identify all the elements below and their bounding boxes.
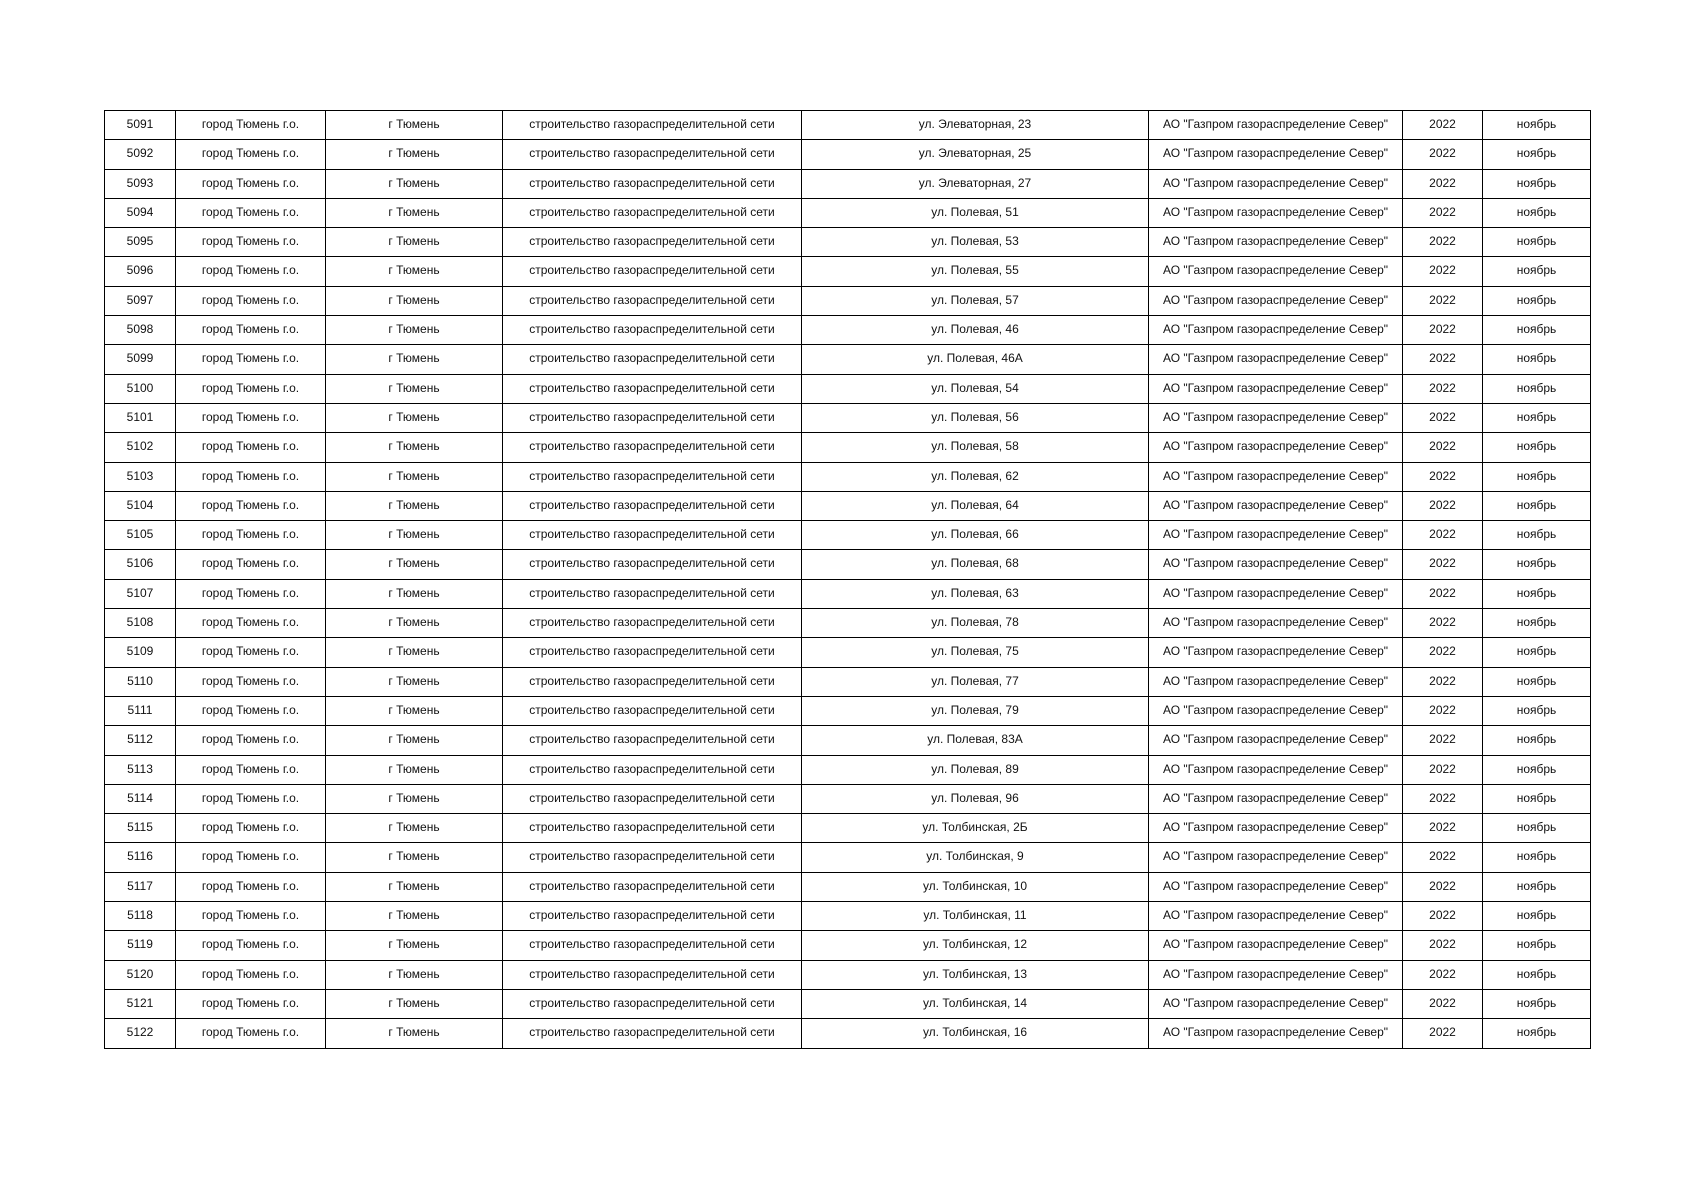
locality-cell: г Тюмень — [326, 462, 503, 491]
organization-cell: АО "Газпром газораспределение Север" — [1149, 726, 1403, 755]
organization-cell: АО "Газпром газораспределение Север" — [1149, 257, 1403, 286]
locality-cell: г Тюмень — [326, 286, 503, 315]
organization-cell: АО "Газпром газораспределение Север" — [1149, 433, 1403, 462]
municipality-cell: город Тюмень г.о. — [176, 111, 326, 140]
locality-cell: г Тюмень — [326, 696, 503, 725]
month-cell: ноябрь — [1483, 814, 1591, 843]
locality-cell: г Тюмень — [326, 491, 503, 520]
work-type-cell: строительство газораспределительной сети — [503, 609, 802, 638]
work-type-cell: строительство газораспределительной сети — [503, 403, 802, 432]
municipality-cell: город Тюмень г.о. — [176, 814, 326, 843]
work-type-cell: строительство газораспределительной сети — [503, 755, 802, 784]
locality-cell: г Тюмень — [326, 843, 503, 872]
row-number-cell: 5108 — [105, 609, 176, 638]
year-cell: 2022 — [1403, 140, 1483, 169]
row-number-cell: 5112 — [105, 726, 176, 755]
organization-cell: АО "Газпром газораспределение Север" — [1149, 989, 1403, 1018]
work-type-cell: строительство газораспределительной сети — [503, 521, 802, 550]
address-cell: ул. Полевая, 51 — [802, 198, 1149, 227]
year-cell: 2022 — [1403, 843, 1483, 872]
row-number-cell: 5091 — [105, 111, 176, 140]
month-cell: ноябрь — [1483, 521, 1591, 550]
row-number-cell: 5100 — [105, 374, 176, 403]
month-cell: ноябрь — [1483, 374, 1591, 403]
work-type-cell: строительство газораспределительной сети — [503, 345, 802, 374]
municipality-cell: город Тюмень г.о. — [176, 550, 326, 579]
year-cell: 2022 — [1403, 374, 1483, 403]
work-type-cell: строительство газораспределительной сети — [503, 286, 802, 315]
month-cell: ноябрь — [1483, 316, 1591, 345]
year-cell: 2022 — [1403, 960, 1483, 989]
work-type-cell: строительство газораспределительной сети — [503, 462, 802, 491]
table-row — [105, 579, 1591, 608]
address-cell: ул. Полевая, 75 — [802, 638, 1149, 667]
work-type-cell: строительство газораспределительной сети — [503, 579, 802, 608]
locality-cell: г Тюмень — [326, 316, 503, 345]
municipality-cell: город Тюмень г.о. — [176, 755, 326, 784]
municipality-cell: город Тюмень г.о. — [176, 433, 326, 462]
locality-cell: г Тюмень — [326, 228, 503, 257]
address-cell: ул. Полевая, 68 — [802, 550, 1149, 579]
row-number-cell: 5092 — [105, 140, 176, 169]
year-cell: 2022 — [1403, 696, 1483, 725]
table-row — [105, 521, 1591, 550]
address-cell: ул. Полевая, 53 — [802, 228, 1149, 257]
locality-cell: г Тюмень — [326, 345, 503, 374]
work-type-cell: строительство газораспределительной сети — [503, 316, 802, 345]
row-number-cell: 5121 — [105, 989, 176, 1018]
locality-cell: г Тюмень — [326, 169, 503, 198]
locality-cell: г Тюмень — [326, 433, 503, 462]
municipality-cell: город Тюмень г.о. — [176, 902, 326, 931]
organization-cell: АО "Газпром газораспределение Север" — [1149, 198, 1403, 227]
row-number-cell: 5122 — [105, 1019, 176, 1048]
address-cell: ул. Полевая, 66 — [802, 521, 1149, 550]
municipality-cell: город Тюмень г.о. — [176, 989, 326, 1018]
organization-cell: АО "Газпром газораспределение Север" — [1149, 667, 1403, 696]
address-cell: ул. Полевая, 63 — [802, 579, 1149, 608]
table-row — [105, 169, 1591, 198]
municipality-cell: город Тюмень г.о. — [176, 345, 326, 374]
work-type-cell: строительство газораспределительной сети — [503, 140, 802, 169]
row-number-cell: 5114 — [105, 784, 176, 813]
organization-cell: АО "Газпром газораспределение Север" — [1149, 784, 1403, 813]
row-number-cell: 5102 — [105, 433, 176, 462]
month-cell: ноябрь — [1483, 433, 1591, 462]
municipality-cell: город Тюмень г.о. — [176, 257, 326, 286]
month-cell: ноябрь — [1483, 960, 1591, 989]
year-cell: 2022 — [1403, 609, 1483, 638]
municipality-cell: город Тюмень г.о. — [176, 140, 326, 169]
month-cell: ноябрь — [1483, 345, 1591, 374]
locality-cell: г Тюмень — [326, 814, 503, 843]
locality-cell: г Тюмень — [326, 198, 503, 227]
locality-cell: г Тюмень — [326, 257, 503, 286]
organization-cell: АО "Газпром газораспределение Север" — [1149, 579, 1403, 608]
month-cell: ноябрь — [1483, 638, 1591, 667]
work-type-cell: строительство газораспределительной сети — [503, 228, 802, 257]
address-cell: ул. Толбинская, 9 — [802, 843, 1149, 872]
organization-cell: АО "Газпром газораспределение Север" — [1149, 462, 1403, 491]
table-row — [105, 433, 1591, 462]
year-cell: 2022 — [1403, 257, 1483, 286]
table-row — [105, 814, 1591, 843]
municipality-cell: город Тюмень г.о. — [176, 609, 326, 638]
month-cell: ноябрь — [1483, 902, 1591, 931]
year-cell: 2022 — [1403, 755, 1483, 784]
table-row — [105, 960, 1591, 989]
table-row — [105, 462, 1591, 491]
row-number-cell: 5113 — [105, 755, 176, 784]
address-cell: ул. Полевая, 89 — [802, 755, 1149, 784]
month-cell: ноябрь — [1483, 198, 1591, 227]
year-cell: 2022 — [1403, 316, 1483, 345]
organization-cell: АО "Газпром газораспределение Север" — [1149, 960, 1403, 989]
municipality-cell: город Тюмень г.о. — [176, 198, 326, 227]
locality-cell: г Тюмень — [326, 521, 503, 550]
organization-cell: АО "Газпром газораспределение Север" — [1149, 169, 1403, 198]
work-type-cell: строительство газораспределительной сети — [503, 872, 802, 901]
organization-cell: АО "Газпром газораспределение Север" — [1149, 111, 1403, 140]
row-number-cell: 5110 — [105, 667, 176, 696]
organization-cell: АО "Газпром газораспределение Север" — [1149, 696, 1403, 725]
municipality-cell: город Тюмень г.о. — [176, 784, 326, 813]
address-cell: ул. Полевая, 62 — [802, 462, 1149, 491]
table-row — [105, 784, 1591, 813]
locality-cell: г Тюмень — [326, 902, 503, 931]
address-cell: ул. Элеваторная, 23 — [802, 111, 1149, 140]
address-cell: ул. Полевая, 57 — [802, 286, 1149, 315]
organization-cell: АО "Газпром газораспределение Север" — [1149, 491, 1403, 520]
row-number-cell: 5104 — [105, 491, 176, 520]
year-cell: 2022 — [1403, 286, 1483, 315]
locality-cell: г Тюмень — [326, 550, 503, 579]
organization-cell: АО "Газпром газораспределение Север" — [1149, 902, 1403, 931]
month-cell: ноябрь — [1483, 491, 1591, 520]
year-cell: 2022 — [1403, 667, 1483, 696]
municipality-cell: город Тюмень г.о. — [176, 960, 326, 989]
address-cell: ул. Полевая, 46А — [802, 345, 1149, 374]
month-cell: ноябрь — [1483, 989, 1591, 1018]
row-number-cell: 5111 — [105, 696, 176, 725]
organization-cell: АО "Газпром газораспределение Север" — [1149, 403, 1403, 432]
locality-cell: г Тюмень — [326, 609, 503, 638]
table-row — [105, 374, 1591, 403]
municipality-cell: город Тюмень г.о. — [176, 286, 326, 315]
table-row — [105, 638, 1591, 667]
address-cell: ул. Толбинская, 11 — [802, 902, 1149, 931]
table-row — [105, 696, 1591, 725]
table-row — [105, 257, 1591, 286]
address-cell: ул. Полевая, 55 — [802, 257, 1149, 286]
table-row — [105, 140, 1591, 169]
work-type-cell: строительство газораспределительной сети — [503, 374, 802, 403]
municipality-cell: город Тюмень г.о. — [176, 228, 326, 257]
organization-cell: АО "Газпром газораспределение Север" — [1149, 1019, 1403, 1048]
address-cell: ул. Полевая, 78 — [802, 609, 1149, 638]
work-type-cell: строительство газораспределительной сети — [503, 433, 802, 462]
row-number-cell: 5115 — [105, 814, 176, 843]
table-body — [105, 111, 1591, 1049]
municipality-cell: город Тюмень г.о. — [176, 316, 326, 345]
row-number-cell: 5098 — [105, 316, 176, 345]
address-cell: ул. Толбинская, 16 — [802, 1019, 1149, 1048]
year-cell: 2022 — [1403, 111, 1483, 140]
year-cell: 2022 — [1403, 462, 1483, 491]
municipality-cell: город Тюмень г.о. — [176, 696, 326, 725]
locality-cell: г Тюмень — [326, 1019, 503, 1048]
work-type-cell: строительство газораспределительной сети — [503, 814, 802, 843]
month-cell: ноябрь — [1483, 257, 1591, 286]
row-number-cell: 5099 — [105, 345, 176, 374]
table-row — [105, 198, 1591, 227]
row-number-cell: 5107 — [105, 579, 176, 608]
address-cell: ул. Полевая, 64 — [802, 491, 1149, 520]
locality-cell: г Тюмень — [326, 784, 503, 813]
year-cell: 2022 — [1403, 814, 1483, 843]
locality-cell: г Тюмень — [326, 374, 503, 403]
table-row — [105, 403, 1591, 432]
work-type-cell: строительство газораспределительной сети — [503, 169, 802, 198]
month-cell: ноябрь — [1483, 111, 1591, 140]
address-cell: ул. Толбинская, 12 — [802, 931, 1149, 960]
locality-cell: г Тюмень — [326, 755, 503, 784]
address-cell: ул. Элеваторная, 27 — [802, 169, 1149, 198]
organization-cell: АО "Газпром газораспределение Север" — [1149, 521, 1403, 550]
address-cell: ул. Полевая, 79 — [802, 696, 1149, 725]
work-type-cell: строительство газораспределительной сети — [503, 726, 802, 755]
row-number-cell: 5106 — [105, 550, 176, 579]
organization-cell: АО "Газпром газораспределение Север" — [1149, 755, 1403, 784]
locality-cell: г Тюмень — [326, 579, 503, 608]
table-row — [105, 491, 1591, 520]
municipality-cell: город Тюмень г.о. — [176, 462, 326, 491]
year-cell: 2022 — [1403, 872, 1483, 901]
row-number-cell: 5117 — [105, 872, 176, 901]
year-cell: 2022 — [1403, 579, 1483, 608]
row-number-cell: 5103 — [105, 462, 176, 491]
address-cell: ул. Толбинская, 13 — [802, 960, 1149, 989]
organization-cell: АО "Газпром газораспределение Север" — [1149, 814, 1403, 843]
municipality-cell: город Тюмень г.о. — [176, 667, 326, 696]
row-number-cell: 5101 — [105, 403, 176, 432]
row-number-cell: 5116 — [105, 843, 176, 872]
table-row — [105, 755, 1591, 784]
year-cell: 2022 — [1403, 169, 1483, 198]
year-cell: 2022 — [1403, 931, 1483, 960]
year-cell: 2022 — [1403, 433, 1483, 462]
month-cell: ноябрь — [1483, 696, 1591, 725]
work-type-cell: строительство газораспределительной сети — [503, 198, 802, 227]
municipality-cell: город Тюмень г.о. — [176, 521, 326, 550]
year-cell: 2022 — [1403, 902, 1483, 931]
year-cell: 2022 — [1403, 784, 1483, 813]
organization-cell: АО "Газпром газораспределение Север" — [1149, 286, 1403, 315]
address-cell: ул. Полевая, 58 — [802, 433, 1149, 462]
organization-cell: АО "Газпром газораспределение Север" — [1149, 140, 1403, 169]
municipality-cell: город Тюмень г.о. — [176, 931, 326, 960]
locality-cell: г Тюмень — [326, 403, 503, 432]
year-cell: 2022 — [1403, 228, 1483, 257]
address-cell: ул. Полевая, 77 — [802, 667, 1149, 696]
year-cell: 2022 — [1403, 345, 1483, 374]
month-cell: ноябрь — [1483, 403, 1591, 432]
municipality-cell: город Тюмень г.о. — [176, 403, 326, 432]
municipality-cell: город Тюмень г.о. — [176, 872, 326, 901]
organization-cell: АО "Газпром газораспределение Север" — [1149, 843, 1403, 872]
organization-cell: АО "Газпром газораспределение Север" — [1149, 316, 1403, 345]
address-cell: ул. Полевая, 83А — [802, 726, 1149, 755]
locality-cell: г Тюмень — [326, 667, 503, 696]
organization-cell: АО "Газпром газораспределение Север" — [1149, 228, 1403, 257]
address-cell: ул. Полевая, 46 — [802, 316, 1149, 345]
table-row — [105, 550, 1591, 579]
address-cell: ул. Толбинская, 10 — [802, 872, 1149, 901]
row-number-cell: 5118 — [105, 902, 176, 931]
row-number-cell: 5105 — [105, 521, 176, 550]
organization-cell: АО "Газпром газораспределение Север" — [1149, 931, 1403, 960]
month-cell: ноябрь — [1483, 286, 1591, 315]
year-cell: 2022 — [1403, 403, 1483, 432]
table-row — [105, 1019, 1591, 1048]
row-number-cell: 5093 — [105, 169, 176, 198]
locality-cell: г Тюмень — [326, 960, 503, 989]
month-cell: ноябрь — [1483, 726, 1591, 755]
table-row — [105, 902, 1591, 931]
month-cell: ноябрь — [1483, 462, 1591, 491]
organization-cell: АО "Газпром газораспределение Север" — [1149, 550, 1403, 579]
organization-cell: АО "Газпром газораспределение Север" — [1149, 872, 1403, 901]
row-number-cell: 5095 — [105, 228, 176, 257]
month-cell: ноябрь — [1483, 140, 1591, 169]
row-number-cell: 5120 — [105, 960, 176, 989]
month-cell: ноябрь — [1483, 931, 1591, 960]
organization-cell: АО "Газпром газораспределение Север" — [1149, 374, 1403, 403]
municipality-cell: город Тюмень г.о. — [176, 843, 326, 872]
table-row — [105, 872, 1591, 901]
month-cell: ноябрь — [1483, 169, 1591, 198]
work-type-cell: строительство газораспределительной сети — [503, 1019, 802, 1048]
address-cell: ул. Толбинская, 14 — [802, 989, 1149, 1018]
work-type-cell: строительство газораспределительной сети — [503, 902, 802, 931]
gas-network-schedule-table — [104, 110, 1591, 1049]
table-row — [105, 228, 1591, 257]
work-type-cell: строительство газораспределительной сети — [503, 696, 802, 725]
month-cell: ноябрь — [1483, 579, 1591, 608]
year-cell: 2022 — [1403, 491, 1483, 520]
table-row — [105, 286, 1591, 315]
year-cell: 2022 — [1403, 198, 1483, 227]
month-cell: ноябрь — [1483, 228, 1591, 257]
month-cell: ноябрь — [1483, 1019, 1591, 1048]
year-cell: 2022 — [1403, 550, 1483, 579]
row-number-cell: 5109 — [105, 638, 176, 667]
month-cell: ноябрь — [1483, 755, 1591, 784]
municipality-cell: город Тюмень г.о. — [176, 1019, 326, 1048]
table-row — [105, 843, 1591, 872]
row-number-cell: 5094 — [105, 198, 176, 227]
table-row — [105, 667, 1591, 696]
locality-cell: г Тюмень — [326, 140, 503, 169]
locality-cell: г Тюмень — [326, 111, 503, 140]
work-type-cell: строительство газораспределительной сети — [503, 843, 802, 872]
address-cell: ул. Толбинская, 2Б — [802, 814, 1149, 843]
municipality-cell: город Тюмень г.о. — [176, 579, 326, 608]
work-type-cell: строительство газораспределительной сети — [503, 667, 802, 696]
municipality-cell: город Тюмень г.о. — [176, 491, 326, 520]
organization-cell: АО "Газпром газораспределение Север" — [1149, 609, 1403, 638]
organization-cell: АО "Газпром газораспределение Север" — [1149, 638, 1403, 667]
table-row — [105, 989, 1591, 1018]
row-number-cell: 5119 — [105, 931, 176, 960]
row-number-cell: 5096 — [105, 257, 176, 286]
year-cell: 2022 — [1403, 521, 1483, 550]
address-cell: ул. Полевая, 54 — [802, 374, 1149, 403]
locality-cell: г Тюмень — [326, 872, 503, 901]
month-cell: ноябрь — [1483, 872, 1591, 901]
address-cell: ул. Полевая, 56 — [802, 403, 1149, 432]
work-type-cell: строительство газораспределительной сети — [503, 257, 802, 286]
month-cell: ноябрь — [1483, 667, 1591, 696]
year-cell: 2022 — [1403, 1019, 1483, 1048]
work-type-cell: строительство газораспределительной сети — [503, 638, 802, 667]
table-row — [105, 609, 1591, 638]
table-row — [105, 316, 1591, 345]
table-row — [105, 726, 1591, 755]
locality-cell: г Тюмень — [326, 989, 503, 1018]
year-cell: 2022 — [1403, 989, 1483, 1018]
work-type-cell: строительство газораспределительной сети — [503, 989, 802, 1018]
work-type-cell: строительство газораспределительной сети — [503, 550, 802, 579]
table-row — [105, 345, 1591, 374]
month-cell: ноябрь — [1483, 609, 1591, 638]
year-cell: 2022 — [1403, 726, 1483, 755]
organization-cell: АО "Газпром газораспределение Север" — [1149, 345, 1403, 374]
address-cell: ул. Полевая, 96 — [802, 784, 1149, 813]
municipality-cell: город Тюмень г.о. — [176, 169, 326, 198]
work-type-cell: строительство газораспределительной сети — [503, 931, 802, 960]
locality-cell: г Тюмень — [326, 931, 503, 960]
work-type-cell: строительство газораспределительной сети — [503, 960, 802, 989]
locality-cell: г Тюмень — [326, 638, 503, 667]
year-cell: 2022 — [1403, 638, 1483, 667]
table-row — [105, 931, 1591, 960]
municipality-cell: город Тюмень г.о. — [176, 374, 326, 403]
locality-cell: г Тюмень — [326, 726, 503, 755]
municipality-cell: город Тюмень г.о. — [176, 726, 326, 755]
work-type-cell: строительство газораспределительной сети — [503, 491, 802, 520]
month-cell: ноябрь — [1483, 550, 1591, 579]
work-type-cell: строительство газораспределительной сети — [503, 111, 802, 140]
month-cell: ноябрь — [1483, 784, 1591, 813]
work-type-cell: строительство газораспределительной сети — [503, 784, 802, 813]
address-cell: ул. Элеваторная, 25 — [802, 140, 1149, 169]
table-row — [105, 111, 1591, 140]
municipality-cell: город Тюмень г.о. — [176, 638, 326, 667]
row-number-cell: 5097 — [105, 286, 176, 315]
month-cell: ноябрь — [1483, 843, 1591, 872]
